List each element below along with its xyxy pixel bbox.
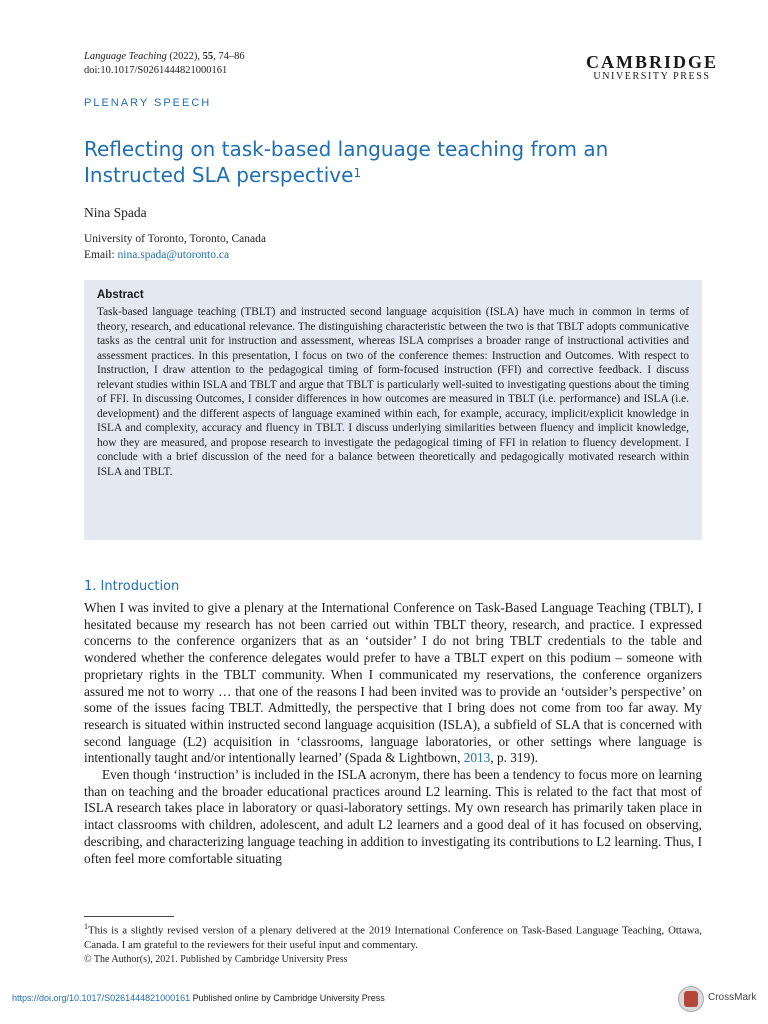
footnote-mark: 1 bbox=[84, 922, 88, 931]
crossmark-badge[interactable] bbox=[678, 986, 766, 1012]
affiliation: University of Toronto, Toronto, Canada bbox=[84, 233, 266, 245]
paragraph-1-part-a: When I was invited to give a plenary at the International Conference on Task-Based Language Teaching (TBLT), I hesitated because my research has not been carried out within TBLT theory, research, and practice. I expressed concerns to the conference organizers that as an ‘outsider’ I do not bring TBLT credentials to the table and wondered whether the conference delegates would prefer to have a TBLT expert on this podium – someone with proprietary rights in the TBLT community. When I communicated my reservations, the conference organizers assured me not to worry … that one of the reasons I had been invited was to provide an ‘outsider’s perspective’ on some of the issues facing TBLT. Admittedly, the perspective that I bring does not come from too far away. My research is situated within instructed second language acquisition (ISLA), a subfield of SLA that is concerned with second language (L2) acquisition in ‘classrooms, language laboratories, or other settings where language is intentionally taught and/or intentionally learned’ (Spada & Lightbown, bbox=[84, 600, 702, 766]
footnote-text: This is a slightly revised version of a plenary delivered at the 2019 International Conference on Task-Based Language Teaching, Ottawa, Canada. I am grateful to the reviewers for their useful input and commentary. bbox=[84, 924, 702, 951]
publisher-logo-bottom: UNIVERSITY PRESS bbox=[593, 71, 711, 82]
abstract-text: Task-based language teaching (TBLT) and instructed second language acquisition (ISLA) have much in common in terms of theory, research, and educational relevance. The distinguishing characteristic between the two is that TBLT adopts communicative tasks as the central unit for instruction and assessment, whereas ISLA comprises a broader range of instructional activities and assessment practices. In this presentation, I focus on two of the conference themes: Instruction and Outcomes. With respect to Instruction, I draw attention to the pedagogical timing of form-focused instruction (FFI) and corrective feedback. I discuss relevant studies within ISLA and TBLT and argue that TBLT is particularly well-suited to investigating questions about the timing of FFI. In discussing Outcomes, I consider differences in how outcomes are measured in TBLT (i.e. performance) and ISLA (i.e. development) and the different aspects of language examined within each, for example, accuracy, implicit/explicit knowledge in ISLA and complexity, accuracy and fluency in TBLT. I discuss underlying similarities between fluency and implicit knowledge, how they are measured, and propose research to investigate the pedagogical timing of FFI in relation to fluency development. I conclude with a brief discussion of the need for a balance between theoretically and pedagogically motivated research within ISLA and TBLT. bbox=[97, 306, 689, 478]
publisher-logo bbox=[586, 53, 718, 83]
crossmark-icon bbox=[678, 986, 704, 1012]
email-link[interactable]: nina.spada@utoronto.ca bbox=[117, 248, 230, 261]
citation-link[interactable]: 2013 bbox=[463, 750, 491, 766]
section-heading-introduction: 1. Introduction bbox=[84, 579, 180, 594]
title-footnote-mark[interactable]: 1 bbox=[353, 166, 362, 180]
journal-name: Language Teaching bbox=[84, 51, 167, 62]
crossmark-label: CrossMark bbox=[708, 992, 757, 1003]
copyright: © The Author(s), 2021. Published by Cambridge University Press bbox=[84, 954, 348, 965]
article-title-text: Reflecting on task-based language teaching from an Instructed SLA perspective bbox=[84, 137, 609, 187]
footnote-rule bbox=[84, 916, 174, 917]
paragraph-1-part-b: , p. 319). bbox=[490, 750, 538, 766]
author-name: Nina Spada bbox=[84, 205, 147, 220]
abstract-heading: Abstract bbox=[97, 289, 144, 301]
email-line bbox=[84, 248, 266, 264]
footnote bbox=[84, 920, 702, 952]
journal-year: (2022), bbox=[166, 51, 203, 62]
author-affiliation-block bbox=[84, 232, 266, 263]
article-title bbox=[84, 136, 684, 188]
journal-pages: , 74–86 bbox=[213, 51, 245, 62]
email-label: Email: bbox=[84, 248, 118, 261]
paragraph bbox=[84, 600, 702, 767]
publisher-logo-top: CAMBRIDGE bbox=[586, 52, 719, 72]
journal-citation bbox=[84, 50, 245, 78]
journal-volume: 55 bbox=[202, 51, 214, 62]
paragraph-2: Even though ‘instruction’ is included in the ISLA acronym, there has been a tendency to focus more on learning than on teaching and the broader educational practices around L2 learning. This is related to the fact that most of ISLA research takes place in laboratory or quasi-laboratory settings. My own research has primarily taken place in intact classrooms with children, adolescent, and adult L2 learners and a good deal of it has focused on observing, describing, and characterizing language teaching in addition to investigating its contributions to L2 learning. Thus, I often feel more comfortable situating bbox=[84, 767, 702, 866]
footer-doi-line bbox=[12, 993, 385, 1003]
footer-published: Published online by Cambridge University Press bbox=[190, 993, 385, 1003]
article-section: PLENARY SPEECH bbox=[84, 97, 212, 109]
footer-doi-link[interactable]: https://doi.org/10.1017/S0261444821000161 bbox=[12, 993, 191, 1003]
journal-doi: doi:10.1017/S0261444821000161 bbox=[84, 65, 228, 76]
body-text bbox=[84, 600, 702, 867]
